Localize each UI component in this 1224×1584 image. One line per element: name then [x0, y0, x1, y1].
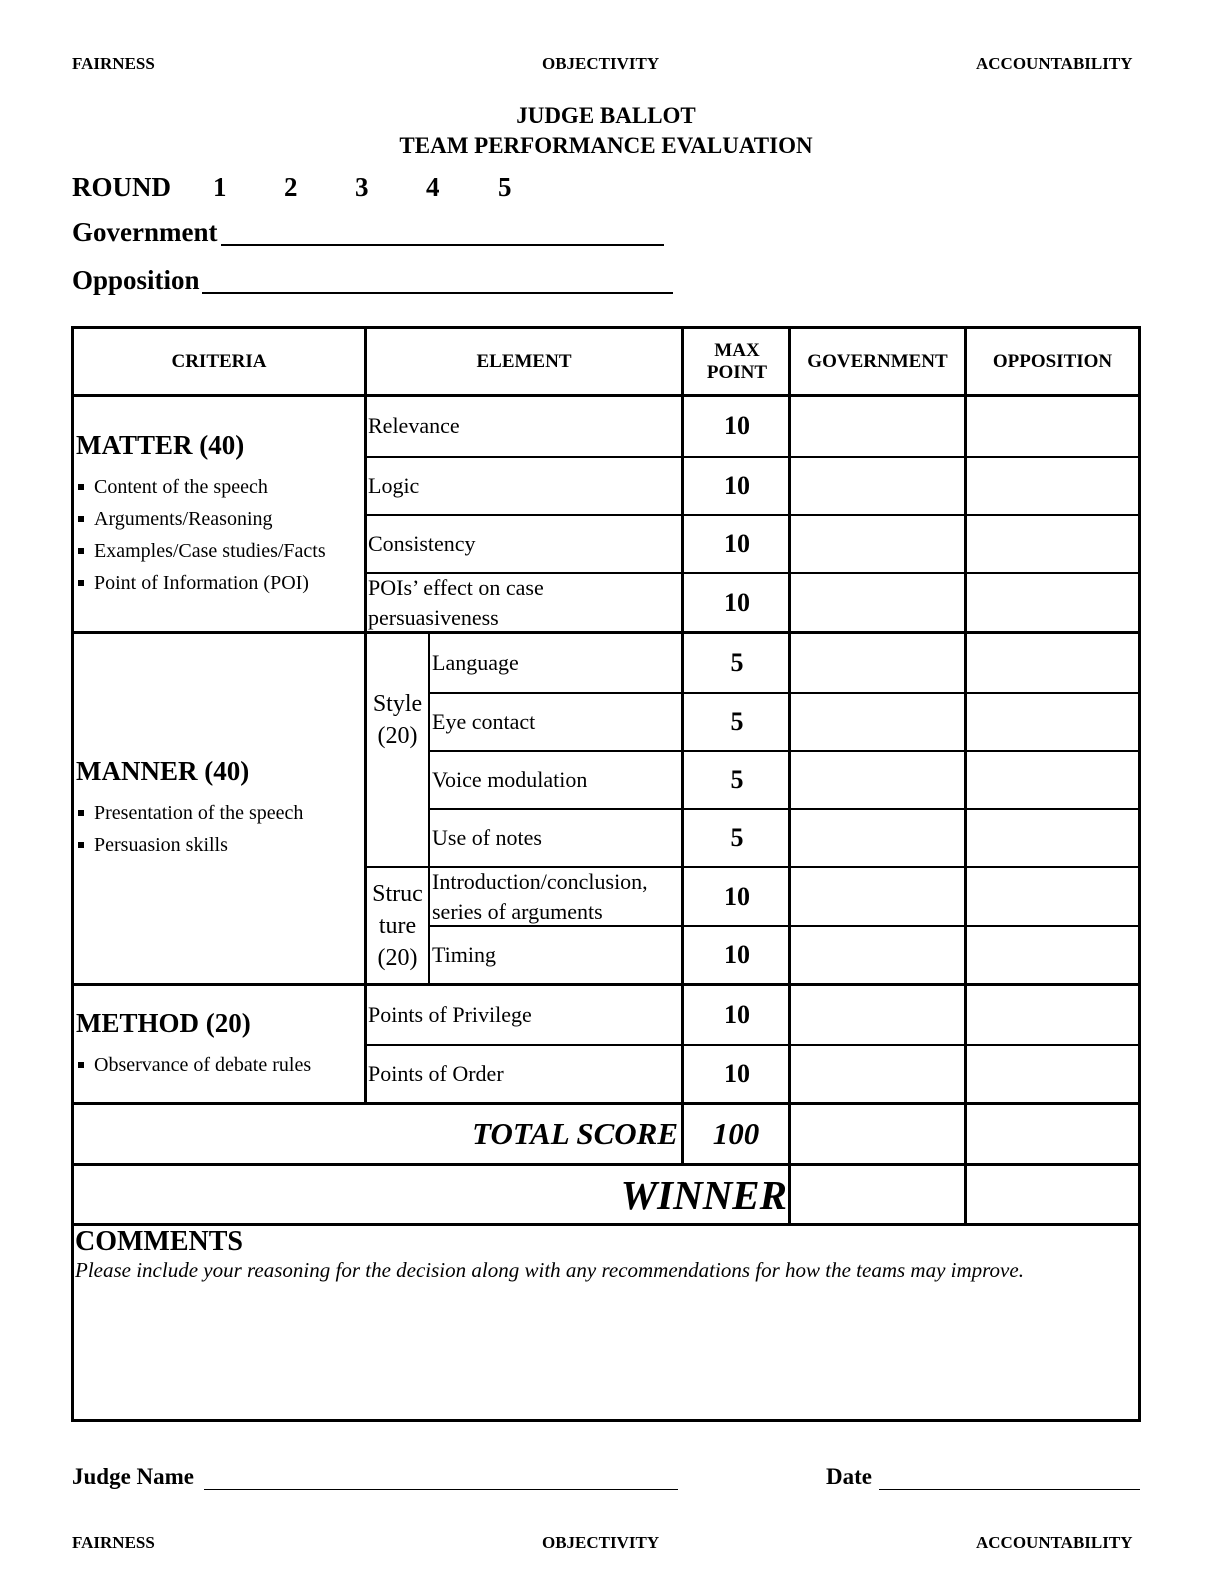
points-eye-contact: 5 [730, 707, 744, 736]
government-team-field[interactable] [221, 244, 664, 246]
round-option-1[interactable]: 1 [213, 172, 227, 202]
points-timing: 10 [724, 940, 750, 969]
matter-bullet: Content of the speech [76, 471, 268, 503]
points-introduction-conclusion: 10 [724, 881, 750, 911]
motto-accountability-top: ACCOUNTABILITY [976, 54, 1133, 73]
points-poi-effect: 10 [724, 587, 750, 617]
points-use-of-notes: 5 [730, 823, 744, 852]
motto-accountability-bottom: ACCOUNTABILITY [976, 1533, 1133, 1552]
government-team-label: Government [72, 217, 218, 247]
element-poi-effect: POIs’ effect on case persuasiveness [368, 574, 544, 630]
gov-score-timing[interactable] [791, 927, 964, 983]
points-logic: 10 [724, 471, 750, 500]
round-option-4[interactable]: 4 [426, 172, 440, 202]
motto-fairness-top: FAIRNESS [72, 54, 155, 73]
gov-score-voice-modulation[interactable] [791, 752, 964, 808]
gov-score-eye-contact[interactable] [791, 694, 964, 750]
opp-total-score[interactable] [967, 1105, 1138, 1163]
round-selector [72, 172, 512, 203]
opp-score-use-of-notes[interactable] [967, 810, 1138, 866]
ballot-subtitle: TEAM PERFORMANCE EVALUATION [399, 133, 813, 158]
points-language: 5 [730, 647, 744, 677]
total-score-label: TOTAL SCORE [472, 1116, 678, 1151]
judge-name-field[interactable] [204, 1489, 678, 1490]
opp-score-eye-contact[interactable] [967, 694, 1138, 750]
opposition-team-label: Opposition [72, 265, 200, 295]
manner-structure-label: Struc ture (20) [372, 880, 423, 971]
opp-score-points-of-order[interactable] [967, 1046, 1138, 1102]
points-relevance: 10 [724, 411, 750, 440]
element-eye-contact: Eye contact [432, 709, 536, 734]
gov-winner-box[interactable] [791, 1166, 964, 1223]
element-points-of-order: Points of Order [368, 1061, 504, 1086]
manner-title: MANNER (40) [76, 756, 250, 786]
opp-score-voice-modulation[interactable] [967, 752, 1138, 808]
gov-score-points-of-privilege[interactable] [791, 986, 964, 1044]
opp-score-points-of-privilege[interactable] [967, 986, 1138, 1044]
element-relevance: Relevance [368, 413, 460, 438]
header-max-point: MAX POINT [706, 339, 768, 383]
element-introduction-conclusion: Introduction/conclusion, series of arguments [432, 868, 648, 924]
gov-score-language[interactable] [791, 633, 964, 692]
round-option-3[interactable]: 3 [355, 172, 369, 202]
gov-score-poi-effect[interactable] [791, 574, 964, 631]
motto-objectivity-bottom: OBJECTIVITY [542, 1533, 660, 1552]
criteria-method [76, 986, 364, 1102]
header-criteria: CRITERIA [171, 350, 267, 372]
header-opposition: OPPOSITION [992, 350, 1113, 372]
element-points-of-privilege: Points of Privilege [368, 1002, 532, 1027]
judge-name-label: Judge Name [72, 1464, 195, 1489]
round-option-2[interactable]: 2 [284, 172, 298, 202]
matter-bullet: Point of Information (POI) [76, 567, 309, 599]
col-divider [681, 329, 684, 1165]
gov-score-logic[interactable] [791, 458, 964, 514]
matter-bullet: Examples/Case studies/Facts [76, 535, 326, 567]
gov-score-use-of-notes[interactable] [791, 810, 964, 866]
points-points-of-privilege: 10 [724, 1000, 750, 1029]
header-element: ELEMENT [476, 350, 572, 372]
comments-title: COMMENTS [75, 1226, 243, 1257]
opp-score-consistency[interactable] [967, 516, 1138, 572]
method-title: METHOD (20) [76, 1007, 251, 1038]
criteria-manner [76, 634, 364, 983]
criteria-matter [76, 397, 364, 631]
round-option-5[interactable]: 5 [498, 172, 512, 202]
opp-score-language[interactable] [967, 633, 1138, 692]
opp-score-introduction-conclusion[interactable] [967, 868, 1138, 925]
gov-score-consistency[interactable] [791, 516, 964, 572]
points-consistency: 10 [724, 529, 750, 558]
element-consistency: Consistency [368, 531, 476, 556]
comments-instructions: Please include your reasoning for the decision along with any recommendations for how the teams may improve. [75, 1258, 1024, 1282]
element-language: Language [432, 649, 519, 675]
motto-objectivity-top: OBJECTIVITY [542, 54, 660, 73]
opposition-team-field[interactable] [202, 292, 673, 294]
gov-total-score[interactable] [791, 1105, 964, 1163]
manner-bullet: Persuasion skills [76, 829, 228, 861]
opp-score-poi-effect[interactable] [967, 574, 1138, 631]
opp-winner-box[interactable] [967, 1166, 1138, 1223]
opp-score-relevance[interactable] [967, 396, 1138, 456]
manner-bullet: Presentation of the speech [76, 797, 303, 829]
date-field[interactable] [879, 1489, 1140, 1490]
element-voice-modulation: Voice modulation [432, 767, 588, 792]
round-label: ROUND [72, 172, 171, 202]
element-logic: Logic [368, 473, 420, 498]
manner-style-label: Style (20) [372, 690, 423, 749]
gov-score-introduction-conclusion[interactable] [791, 868, 964, 925]
total-score-points: 100 [712, 1116, 760, 1151]
winner-label: WINNER [620, 1171, 787, 1218]
element-timing: Timing [432, 942, 497, 967]
method-bullet: Observance of debate rules [76, 1049, 311, 1081]
opp-score-timing[interactable] [967, 927, 1138, 983]
matter-title: MATTER (40) [76, 429, 245, 460]
comments-box[interactable] [75, 1226, 1137, 1419]
ballot-table [71, 326, 1141, 1422]
motto-fairness-bottom: FAIRNESS [72, 1533, 155, 1552]
gov-score-relevance[interactable] [791, 396, 964, 456]
opp-score-logic[interactable] [967, 458, 1138, 514]
header-government: GOVERNMENT [807, 350, 948, 372]
ballot-title: JUDGE BALLOT [516, 103, 696, 128]
date-label: Date [826, 1464, 872, 1489]
gov-score-points-of-order[interactable] [791, 1046, 964, 1102]
col-divider [428, 631, 430, 983]
element-use-of-notes: Use of notes [432, 825, 542, 850]
points-voice-modulation: 5 [730, 765, 744, 794]
matter-bullet: Arguments/Reasoning [76, 503, 273, 535]
points-points-of-order: 10 [724, 1059, 750, 1088]
